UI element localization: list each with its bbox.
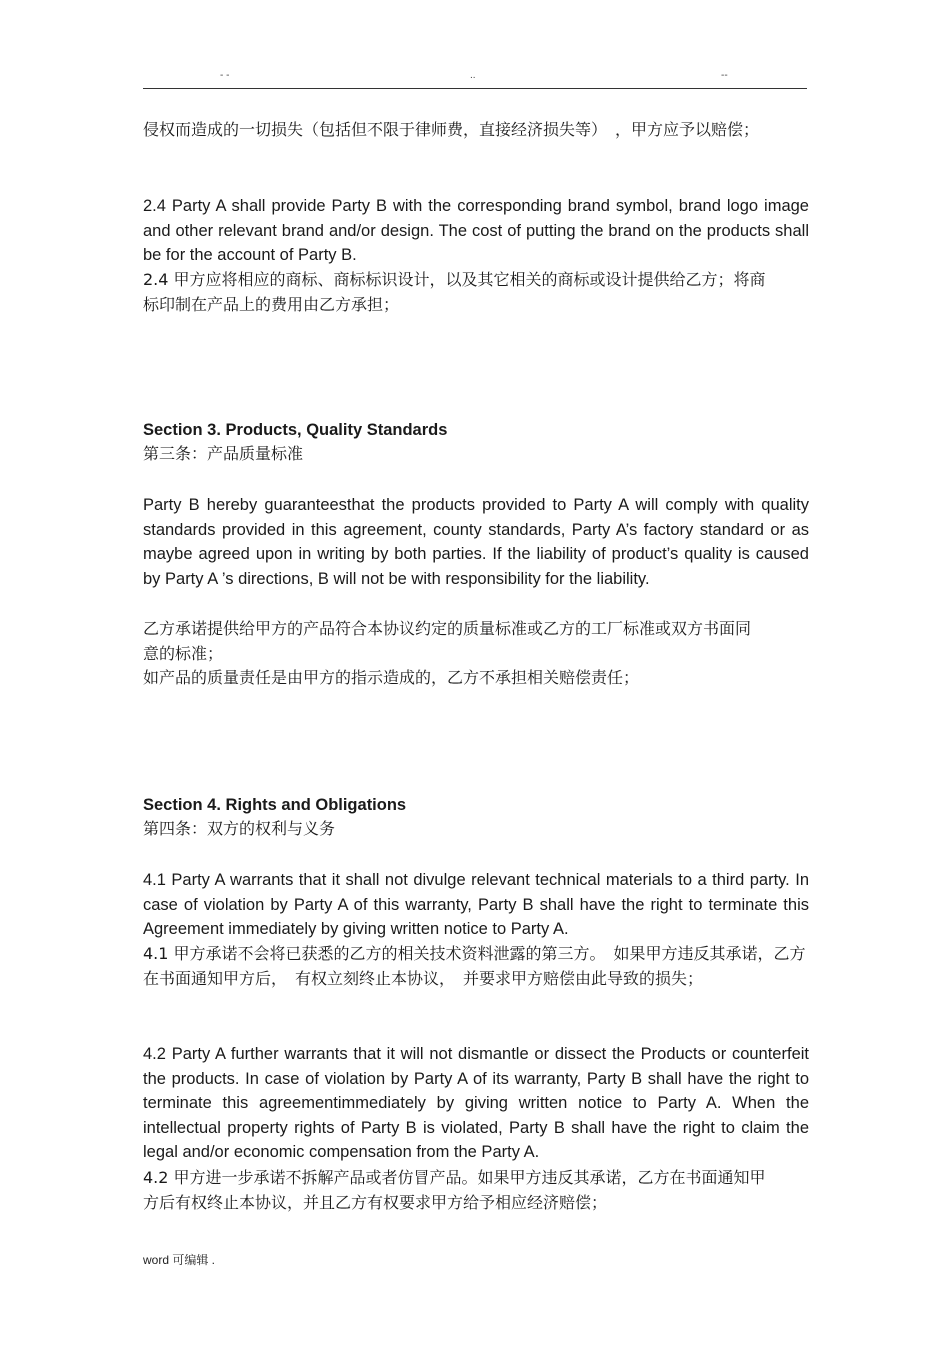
section-3-heading-cn: 第三条：产品质量标准 (143, 444, 304, 463)
section-3-body-cn-b: 如产品的质量责任是由甲方的指示造成的，乙方不承担相关赔偿责任； (143, 668, 640, 687)
section-4-heading-en: Section 4. Rights and Obligations (143, 796, 407, 814)
header-right-mark: -- (721, 70, 728, 81)
clause-2-3-cn-continuation: 侵权而造成的一切损失（包括但不限于律师费，直接经济损失等） ，甲方应予以赔偿； (143, 120, 760, 139)
page-footer: word 可编辑 . (143, 1253, 216, 1267)
section-3-body-en: Party B hereby guaranteesthat the products provided to Party A will comply with quality standards provided in this agreement, county standards, Party A’s factory standard or as maybe agreed upon in writing by both parties. If the liability of product’s quality is caused by Party A ’s directions, B will not be with responsibility for the liability. (143, 496, 809, 588)
header-left-mark: - - (220, 70, 230, 81)
clause-2-4-cn: 2.4 甲方应将相应的商标、商标标识设计，以及其它相关的商标或设计提供给乙方；将商标印制在产品上的费用由乙方承担； (143, 270, 766, 314)
clause-4-2-en: 4.2 Party A further warrants that it will not dismantle or dissect the Products or counterfeit the products. In case of violation by Party A of its warranty, Party B shall have the right to terminate this agreementimmediately by giving written notice to Party A. When the intellectual property rights of Party B is violated, Party B shall have the right to claim the legal and/or economic compensation from the Party A. (143, 1045, 809, 1162)
section-4-heading-cn: 第四条：双方的权利与义务 (143, 819, 336, 838)
page-header (143, 70, 807, 89)
clause-4-1-en: 4.1 Party A warrants that it shall not divulge relevant technical materials to a third party. In case of violation by Party A of this warranty, Party B shall have the right to terminate this Agreement immediately by giving written notice to Party A. (143, 871, 809, 939)
header-center-mark: .. (470, 70, 476, 81)
section-3-heading-en: Section 3. Products, Quality Standards (143, 421, 448, 439)
section-3-body-cn-a: 乙方承诺提供给甲方的产品符合本协议约定的质量标准或乙方的工厂标准或双方书面同意的标准； (143, 619, 752, 663)
clause-2-4-en: 2.4 Party A shall provide Party B with the corresponding brand symbol, brand logo image and other relevant brand and/or design. The cost of putting the brand on the products shall be for the account of Party B. (143, 197, 809, 265)
clause-4-2-cn: 4.2 甲方进一步承诺不拆解产品或者仿冒产品。如果甲方违反其承诺，乙方在书面通知甲方后有权终止本协议，并且乙方有权要求甲方给予相应经济赔偿； (143, 1168, 766, 1212)
clause-4-1-cn: 4.1 甲方承诺不会将已获悉的乙方的相关技术资料泄露的第三方。 如果甲方违反其承诺，乙方在书面通知甲方后， 有权立刻终止本协议， 并要求甲方赔偿由此导致的损失； (143, 944, 806, 988)
